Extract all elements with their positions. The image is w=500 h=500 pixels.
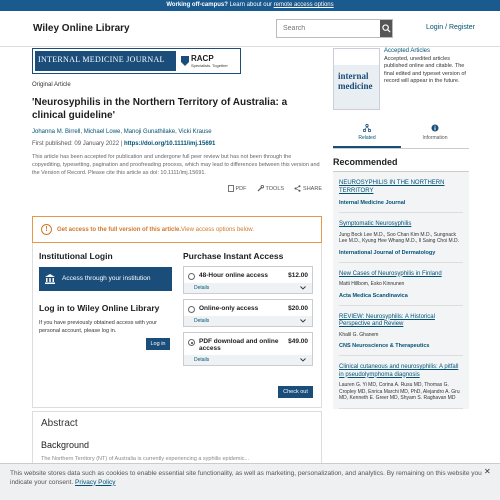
accepted-articles-box bbox=[333, 48, 469, 110]
access-institution-label: Access through your institution bbox=[62, 275, 151, 282]
chevron-down-icon bbox=[300, 319, 306, 323]
list-item bbox=[339, 213, 463, 263]
background-heading: Background bbox=[41, 440, 90, 450]
article-type: Original Article bbox=[32, 82, 71, 88]
recommended-authors: Jung Bock Lee M.D., Soo Chan Kim M.D., Sungnack Lee M.D., Kyung Hee Whang M.D., Il Saing Choi M.D. bbox=[339, 231, 460, 244]
close-icon[interactable]: ✕ bbox=[484, 467, 491, 476]
chevron-down-icon bbox=[300, 286, 306, 290]
author-list[interactable]: Johanna M. Birrell, Michael Lowe, Manoji Gunathilake, Vicki Krause bbox=[32, 129, 212, 135]
racp-tagline: Specialists. Together bbox=[191, 63, 228, 68]
recommended-journal: International Journal of Dermatology bbox=[339, 249, 436, 256]
list-item bbox=[339, 172, 463, 213]
tab-information[interactable] bbox=[401, 124, 469, 148]
banner-text: Learn about our bbox=[227, 2, 274, 8]
share-button[interactable] bbox=[294, 185, 322, 192]
purchase-option[interactable] bbox=[183, 299, 313, 327]
cookie-banner bbox=[0, 463, 500, 500]
journal-cover[interactable] bbox=[333, 48, 380, 110]
accepted-articles-link[interactable]: Accepted Articles bbox=[384, 48, 431, 54]
check-out-button[interactable]: Check out bbox=[278, 386, 313, 398]
first-published-date: 09 January 2022 bbox=[74, 141, 120, 147]
access-options-panel bbox=[32, 243, 322, 408]
article-title: 'Neurosyphilis in the Northern Territory of Australia: a clinical guideline' bbox=[32, 97, 288, 121]
wiley-logo[interactable]: Wiley Online Library bbox=[33, 23, 130, 34]
option-name: PDF download and online access bbox=[199, 338, 279, 352]
recommended-title-link[interactable]: New Cases of Neurosyphilis in Finland bbox=[339, 270, 442, 277]
abstract-text: The Northern Territory (NT) of Australia is currently experiencing a syphilis epidemic... bbox=[41, 456, 250, 462]
option-name: 48-Hour online access bbox=[199, 272, 268, 279]
share-label: SHARE bbox=[303, 185, 322, 192]
journal-name: INTERNAL MEDICINE JOURNAL bbox=[34, 50, 177, 72]
recommended-authors: Khalil G. Ghanem bbox=[339, 331, 379, 338]
wrench-icon bbox=[257, 185, 264, 192]
recommended-list bbox=[333, 172, 469, 409]
racp-crest-icon bbox=[181, 56, 189, 66]
abstract-section bbox=[32, 411, 322, 471]
warning-icon: ! bbox=[41, 224, 52, 235]
details-label: Details bbox=[194, 318, 210, 324]
journal-banner[interactable] bbox=[32, 48, 241, 74]
site-header bbox=[0, 11, 500, 47]
details-label: Details bbox=[194, 285, 210, 291]
tools-label: TOOLS bbox=[265, 185, 285, 192]
network-icon bbox=[363, 124, 371, 132]
wol-login-desc: If you have previously obtained access with your personal account, please log in. bbox=[39, 320, 158, 334]
chevron-down-icon bbox=[300, 358, 306, 362]
recommended-journal: Internal Medicine Journal bbox=[339, 200, 406, 206]
search-input[interactable] bbox=[277, 20, 380, 37]
search-icon bbox=[382, 24, 391, 33]
recommended-title-link[interactable]: NEUROSYPHILIS IN THE NORTHERN TERRITORY bbox=[339, 180, 445, 194]
view-access-options-link[interactable]: View access options below. bbox=[181, 226, 254, 233]
purchase-option[interactable] bbox=[183, 266, 313, 294]
purchase-option[interactable] bbox=[183, 332, 313, 366]
off-campus-banner bbox=[0, 0, 500, 11]
list-item bbox=[339, 263, 463, 306]
search-button[interactable] bbox=[380, 20, 392, 37]
option-details-toggle[interactable] bbox=[184, 316, 312, 326]
accepted-notice: This article has been accepted for publication and undergone full peer review but has not been through the copyediting, typesetting, pagination and proofreading process, which may lead to differences between this version and the Version of Record. Please cite this article as doi: 10.1111/imj.15691. bbox=[32, 154, 320, 176]
cover-title: internal medicine bbox=[338, 71, 373, 91]
option-price: $12.00 bbox=[288, 272, 308, 279]
option-radio[interactable] bbox=[188, 339, 195, 346]
purchase-heading: Purchase Instant Access bbox=[183, 251, 284, 261]
share-icon bbox=[294, 185, 301, 192]
pdf-icon bbox=[228, 185, 234, 192]
option-price: $20.00 bbox=[288, 305, 308, 312]
first-published-label: First published: bbox=[32, 141, 75, 147]
accepted-info bbox=[384, 48, 469, 110]
option-details-toggle[interactable] bbox=[184, 283, 312, 293]
institution-icon bbox=[45, 274, 55, 284]
recommended-authors: Matti Hillbom, Esko Kinnunen bbox=[339, 281, 405, 287]
recommended-title-link[interactable]: Symptomatic Neurosyphilis bbox=[339, 221, 412, 227]
recommended-title-link[interactable]: Clinical cutaneous and neurosyphilis: A pitfall in pseudolymphoma diagnosis bbox=[339, 364, 459, 378]
pdf-button[interactable] bbox=[228, 185, 247, 192]
access-bold: Get access to the full version of this article. bbox=[57, 226, 182, 233]
log-in-button[interactable]: Log in bbox=[146, 338, 170, 350]
recommended-journal: CNS Neuroscience & Therapeutics bbox=[339, 343, 430, 349]
recommended-authors: Lauren G. Yi MD, Corina A. Rusu MD, Thomas G. Cropley MD, Enrica Marchi MD, PhD, Alejandro A. Gru MD, Kenneth E. Greer MD, Shyam S. Raghavan MD bbox=[339, 382, 460, 401]
access-notice bbox=[32, 216, 322, 243]
institutional-login-heading: Institutional Login bbox=[39, 251, 113, 261]
racp-logo bbox=[178, 49, 240, 73]
option-price: $49.00 bbox=[288, 338, 308, 345]
racp-text: RACP bbox=[191, 54, 214, 63]
tools-button[interactable] bbox=[257, 185, 285, 192]
doi-link[interactable]: https://doi.org/10.1111/imj.15691 bbox=[123, 141, 216, 147]
recommended-heading: Recommended bbox=[333, 157, 469, 172]
purchase-instant-access bbox=[183, 251, 313, 366]
publication-info: First published: 09 January 2022 | https://doi.org/10.1111/imj.15691 bbox=[32, 141, 216, 147]
wol-login-heading: Log in to Wiley Online Library bbox=[39, 303, 160, 313]
search-box bbox=[276, 19, 393, 38]
sidebar-tabs bbox=[333, 124, 469, 149]
sidebar bbox=[333, 48, 469, 409]
privacy-policy-link[interactable]: Privacy Policy bbox=[75, 478, 116, 486]
article-tools bbox=[32, 185, 322, 192]
tab-related[interactable] bbox=[333, 124, 401, 148]
remote-access-link[interactable]: remote access options bbox=[273, 2, 334, 8]
tab-related-label: Related bbox=[358, 135, 376, 141]
option-name: Online-only access bbox=[199, 305, 259, 312]
list-item bbox=[339, 306, 463, 357]
login-register-link[interactable]: Login / Register bbox=[426, 24, 476, 31]
option-details-toggle[interactable] bbox=[184, 355, 312, 365]
list-item bbox=[339, 356, 463, 409]
cookie-text: This website stores data such as cookies to enable essential site functionality, as well as marketing, personalization, and analytics. By remaining on this website you indicate your consent. bbox=[10, 470, 482, 486]
access-institution-button[interactable] bbox=[39, 267, 172, 291]
recommended-title-link[interactable]: REVIEW: Neurosyphilis: A Historical Perspective and Review bbox=[339, 313, 435, 327]
option-radio[interactable] bbox=[188, 273, 195, 280]
details-label: Details bbox=[194, 357, 210, 363]
article-main bbox=[32, 48, 322, 192]
recommended-journal: Acta Medica Scandinavica bbox=[339, 292, 408, 299]
pdf-label: PDF bbox=[235, 185, 247, 192]
institutional-login bbox=[39, 251, 174, 335]
accepted-articles-desc: Accepted, unedited articles published online and citable. The final edited and typeset version of record will appear in the future. bbox=[384, 55, 466, 84]
abstract-heading: Abstract bbox=[41, 418, 78, 429]
info-icon bbox=[431, 124, 439, 132]
banner-prefix: Working off-campus? bbox=[166, 2, 228, 8]
tab-information-label: Information bbox=[422, 135, 448, 141]
option-radio[interactable] bbox=[188, 306, 195, 313]
